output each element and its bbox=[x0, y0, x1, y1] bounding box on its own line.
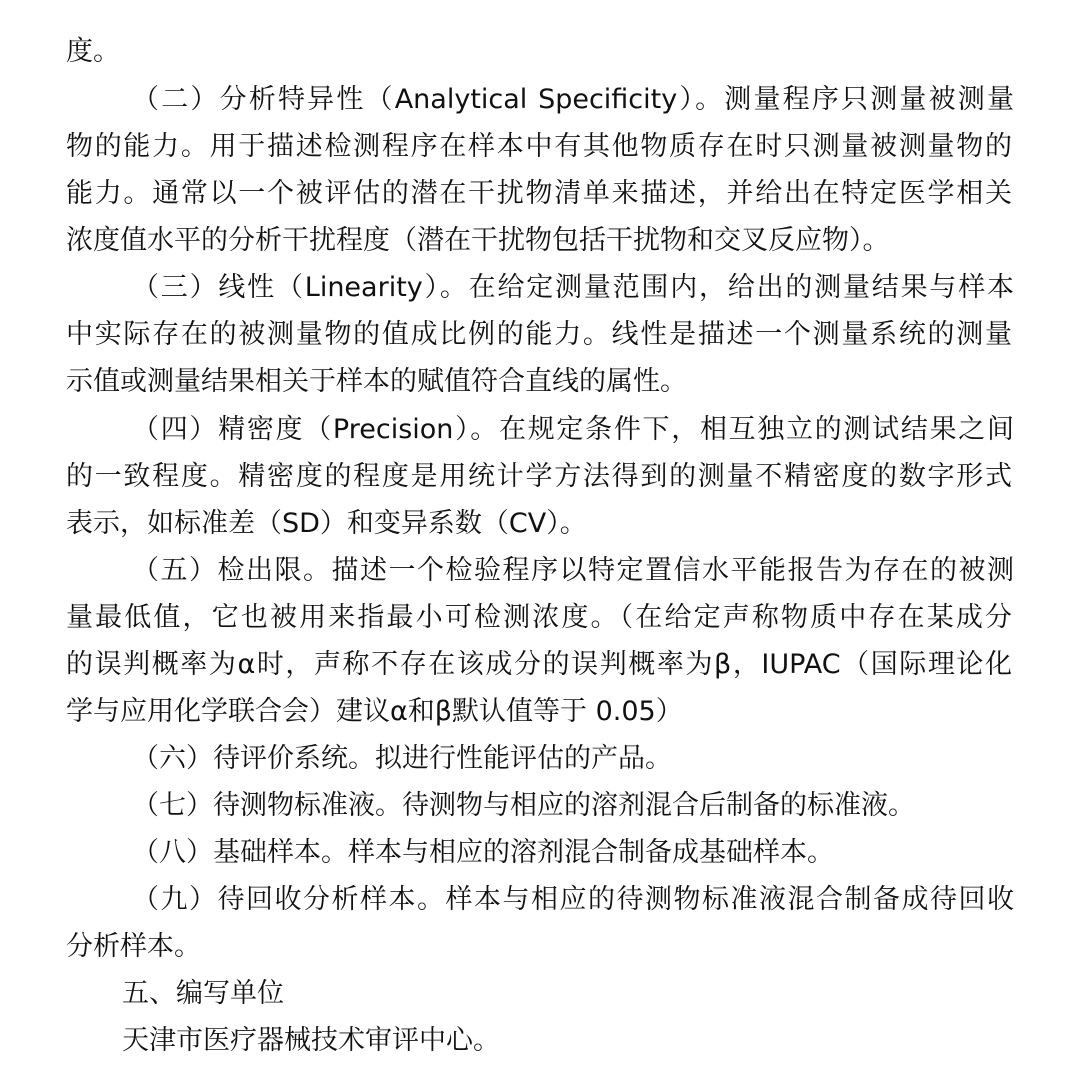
section-2-analytical-specificity-line-2: 物的能力。用于描述检测程序在样本中有其他物质存在时只测量被测量物的 bbox=[66, 131, 1012, 162]
section-2-analytical-specificity-line-3: 能力。通常以一个被评估的潜在干扰物清单来描述，并给出在特定医学相关 bbox=[66, 178, 1012, 209]
section-3-linearity-line-1: （三）线性（Linearity）。在给定测量范围内，给出的测量结果与样本 bbox=[132, 272, 1014, 303]
section-2-analytical-specificity-line-4: 浓度值水平的分析干扰程度（潜在干扰物包括干扰物和交叉反应物）。 bbox=[66, 225, 890, 256]
section-4-precision-line-2: 的一致程度。精密度的程度是用统计学方法得到的测量不精密度的数字形式 bbox=[66, 461, 1012, 492]
section-7-analyte-standard-solution: （七）待测物标准液。待测物与相应的溶剂混合后制备的标准液。 bbox=[132, 790, 915, 821]
section-5-detection-limit-line-2: 量最低值，它也被用来指最小可检测浓度。（在给定声称物质中存在某成分 bbox=[66, 602, 1012, 633]
section-8-base-sample: （八）基础样本。样本与相应的溶剂混合制备成基础样本。 bbox=[132, 837, 834, 868]
section-9-recovery-sample-line-2: 分析样本。 bbox=[66, 931, 201, 962]
section-2-analytical-specificity-line-1: （二）分析特异性（Analytical Specificity）。测量程序只测量被测量 bbox=[132, 84, 1014, 115]
authoring-unit-name: 天津市医疗器械技术审评中心。 bbox=[122, 1025, 500, 1056]
section-3-linearity-line-3: 示值或测量结果相关于样本的赋值符合直线的属性。 bbox=[66, 366, 687, 397]
section-3-linearity-line-2: 中实际存在的被测量物的值成比例的能力。线性是描述一个测量系统的测量 bbox=[66, 319, 1012, 350]
section-5-detection-limit-line-1: （五）检出限。描述一个检验程序以特定置信水平能报告为存在的被测 bbox=[132, 555, 1014, 586]
section-4-precision-line-1: （四）精密度（Precision）。在规定条件下，相互独立的测试结果之间 bbox=[132, 414, 1014, 445]
section-5-detection-limit-line-4: 学与应用化学联合会）建议α和β默认值等于 0.05） bbox=[66, 696, 683, 727]
section-9-recovery-sample-line-1: （九）待回收分析样本。样本与相应的待测物标准液混合制备成待回收 bbox=[132, 884, 1014, 915]
continuation-line: 度。 bbox=[66, 36, 120, 67]
section-5-detection-limit-line-3: 的误判概率为α时，声称不存在该成分的误判概率为β，IUPAC（国际理论化 bbox=[66, 649, 1012, 680]
heading-authoring-unit: 五、编写单位 bbox=[122, 978, 284, 1009]
section-4-precision-line-3: 表示，如标准差（SD）和变异系数（CV）。 bbox=[66, 508, 587, 539]
section-6-system-under-evaluation: （六）待评价系统。拟进行性能评估的产品。 bbox=[132, 743, 672, 774]
